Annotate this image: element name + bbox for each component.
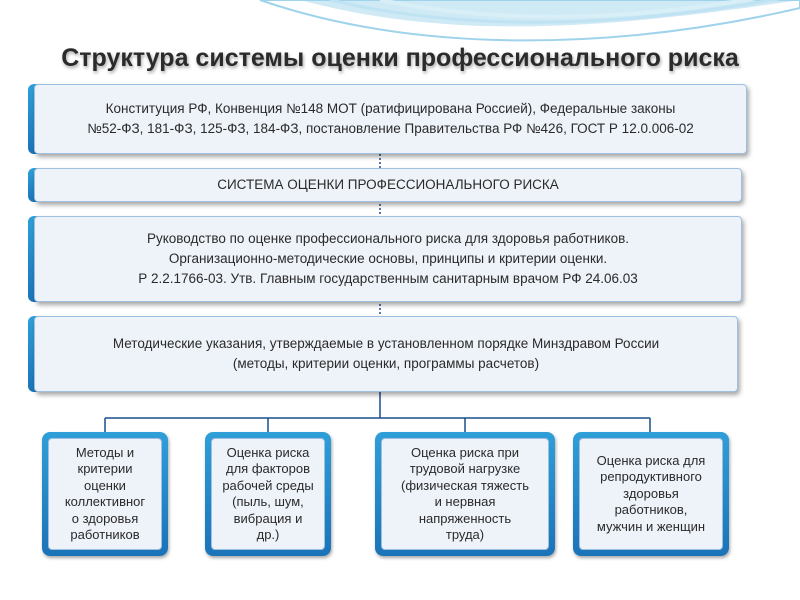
leaf-line: работников: [70, 527, 140, 542]
leaf-line: Оценка риска: [226, 444, 310, 460]
leaf-work-load: [381, 438, 549, 550]
method-instructions-line-2: (методы, критерии оценки, программы расчетов): [232, 356, 540, 371]
leaf-line: оценки: [84, 477, 126, 493]
legal-basis-line-1: Конституция РФ, Конвенция №148 МОТ (ратифицирована Россией), Федеральные законы: [105, 101, 676, 116]
leaf-collective-health: [48, 438, 162, 550]
legal-basis-box: [34, 84, 747, 154]
leaf-line: для факторов: [226, 461, 310, 476]
leaf-line: и нервная: [434, 494, 496, 509]
leaf-line: критерии: [77, 461, 133, 476]
guideline-line-2: Организационно-методические основы, принципы и критерии оценки.: [168, 251, 608, 266]
leaf-line: о здоровья: [71, 510, 139, 526]
legal-basis-line-2: №52-ФЗ, 181-ФЗ, 125-ФЗ, 184-ФЗ, постановление Правительства РФ №426, ГОСТ Р 12.0.006-02: [87, 121, 694, 136]
leaf-work-environment: [211, 438, 325, 550]
leaf-line: (физическая тяжесть: [400, 477, 529, 493]
method-instructions-box: [34, 316, 738, 392]
leaf-line: Оценка риска для: [596, 452, 706, 468]
leaf-line: напряженность: [418, 510, 512, 526]
system-box: [34, 168, 742, 202]
leaf-line: здоровья: [623, 485, 679, 501]
leaf-line: Методы и: [75, 444, 135, 460]
leaf-line: мужчин и женщин: [596, 518, 706, 534]
guideline-box: [34, 216, 742, 302]
leaf-line: труда): [445, 527, 485, 542]
page-title: Структура системы оценки профессионального риска: [61, 44, 739, 72]
leaf-line: коллективног: [64, 494, 146, 509]
leaf-line: работников,: [614, 502, 688, 518]
leaf-line: трудовой нагрузке: [409, 461, 521, 476]
leaf-reproductive-health: [579, 438, 723, 550]
leaf-line: вибрация и: [233, 510, 303, 526]
leaf-line: репродуктивного: [600, 469, 702, 485]
guideline-line-1: Руководство по оценке профессионального риска для здоровья работников.: [146, 231, 630, 246]
guideline-line-3: Р 2.2.1766-03. Утв. Главным государственным санитарным врачом РФ 24.06.03: [138, 271, 638, 286]
leaf-line: Оценка риска при: [411, 444, 519, 460]
method-instructions-line-1: Методические указания, утверждаемые в установленном порядке Минздравом России: [112, 336, 660, 351]
leaf-line: рабочей среды: [222, 477, 314, 493]
leaf-line: (пыль, шум,: [232, 494, 304, 509]
leaf-line: др.): [256, 527, 280, 542]
system-line-1: СИСТЕМА ОЦЕНКИ ПРОФЕССИОНАЛЬНОГО РИСКА: [217, 177, 559, 192]
